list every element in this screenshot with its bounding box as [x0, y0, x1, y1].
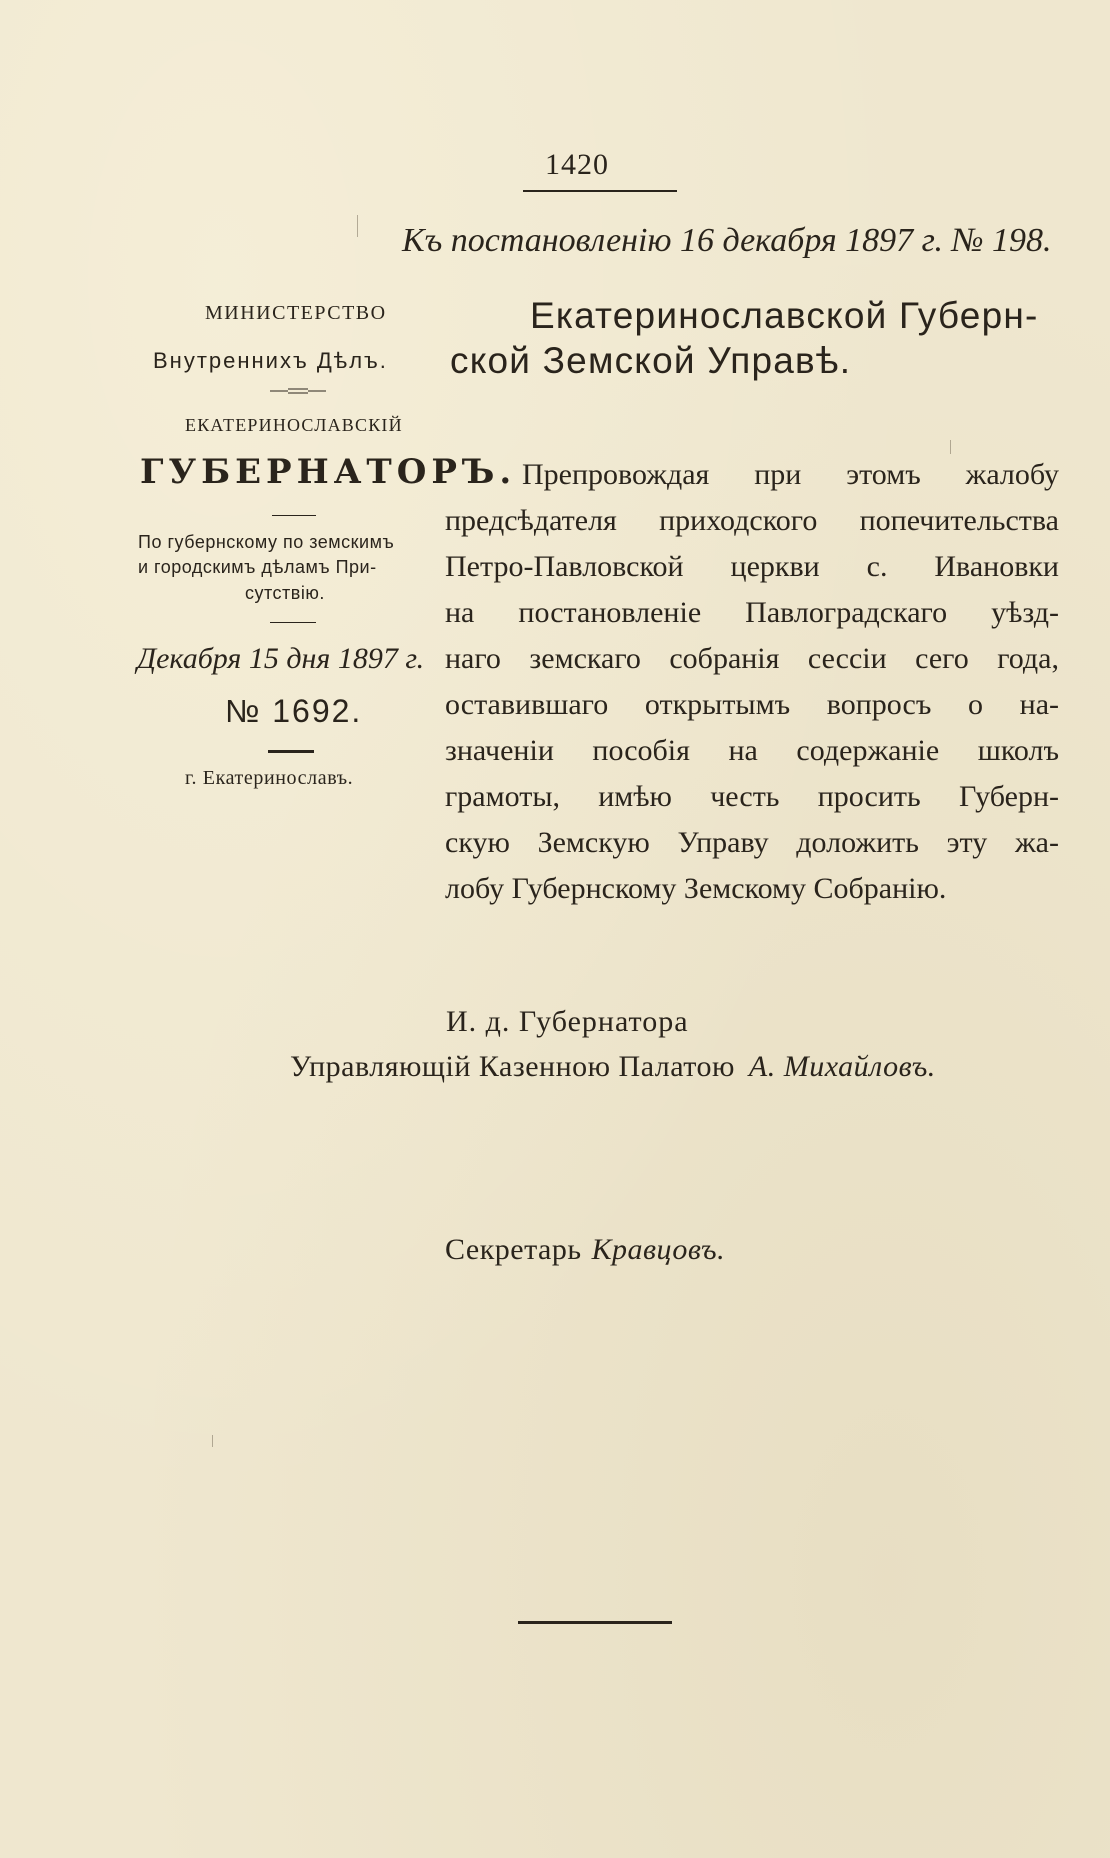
manager-signature: [290, 1050, 936, 1084]
department-line-3: сутствію.: [245, 583, 325, 603]
body-line: лобу Губернскому Земскому Собранію.: [445, 872, 947, 905]
body-line: значеніи пособія на содержаніе школъ: [445, 734, 1059, 767]
paper-mark: [212, 1435, 213, 1447]
acting-governor-signature: И. д. Губернатора: [446, 1005, 689, 1038]
page-number: 1420: [545, 148, 609, 181]
city-line: г. Екатеринославъ.: [185, 767, 354, 789]
document-number: № 1692.: [225, 693, 363, 729]
page-number-rule: [523, 190, 677, 192]
body-line: Петро-Павловской церкви с. Ивановки: [445, 550, 1059, 583]
closing-rule: [518, 1621, 672, 1624]
body-line: наго земскаго собранія сессіи сего года,: [445, 642, 1059, 675]
manager-name: А. Михайловъ.: [748, 1050, 936, 1083]
paper-mark: [950, 440, 951, 454]
secretary-name: Кравцовъ.: [591, 1233, 726, 1266]
secretary-title: Секретарь: [445, 1233, 582, 1266]
reference-line: Къ постановленію 16 декабря 1897 г. № 198.: [402, 222, 1052, 259]
manager-title: Управляющій Казенною Палатою: [290, 1050, 735, 1083]
paper-mark: [357, 215, 358, 237]
addressee-line-1: Екатеринославской Губерн-: [530, 295, 1039, 336]
ministry-title: МИНИСТЕРСТВО: [205, 302, 387, 324]
divider-dash: [272, 515, 316, 516]
body-line: предсѣдателя приходского попечительства: [445, 504, 1059, 537]
divider-dash: [268, 750, 314, 753]
secretary-signature: [445, 1233, 725, 1267]
divider-dash: [270, 622, 316, 623]
ministry-subtitle: Внутреннихъ Дѣлъ.: [153, 348, 388, 373]
body-line: на постановленіе Павлоградскаго уѣзд-: [445, 596, 1059, 629]
governor-region: ЕКАТЕРИНОСЛАВСКІЙ: [185, 415, 403, 435]
body-line: Препровождая при этомъ жалобу: [522, 458, 1059, 491]
department-line-2: и городскимъ дѣламъ При-: [138, 557, 377, 577]
ornament-divider-icon: [270, 386, 326, 396]
department-line-1: По губернскому по земскимъ: [138, 532, 395, 552]
governor-title: ГУБЕРНАТОРЪ.: [140, 452, 517, 492]
body-line: грамоты, имѣю честь просить Губерн-: [445, 780, 1059, 813]
body-line: оставившаго открытымъ вопросъ о на-: [445, 688, 1059, 721]
addressee-line-2: ской Земской Управѣ.: [450, 340, 852, 381]
body-line: скую Земскую Управу доложить эту жа-: [445, 826, 1059, 859]
document-date: Декабря 15 дня 1897 г.: [137, 642, 425, 675]
